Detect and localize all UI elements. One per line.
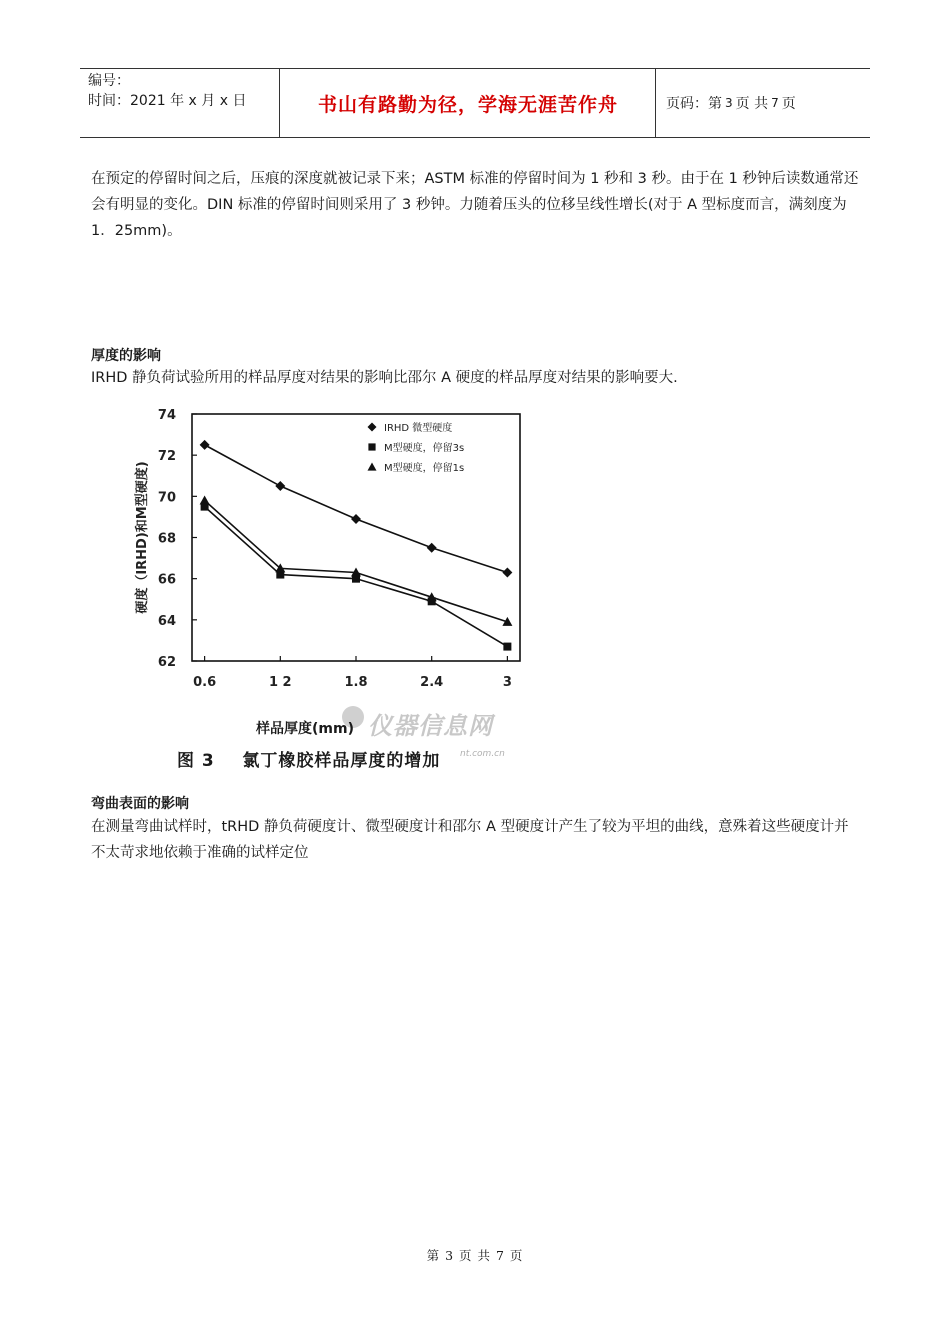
data-point-s1-1 xyxy=(200,440,210,450)
section-text-curved: 在测量弯曲试样时，tRHD 静负荷硬度计、微型硬度计和邵尔 A 型硬度计产生了较为平坦的曲线，意殊着这些硬度计并不太苛求地依赖于准确的试样定位 xyxy=(91,819,849,861)
legend-label-3: M型硬度，停留1s xyxy=(384,463,465,474)
footer-page-number: 3 xyxy=(445,1248,455,1263)
x-tick-label: 1.8 xyxy=(344,675,368,690)
header-meta xyxy=(80,69,280,137)
document-date: 时间：2021 年 x 月 x 日 xyxy=(88,93,247,109)
section-heading-thickness: 厚度的影响 xyxy=(91,348,161,364)
x-tick-label: 3 xyxy=(502,675,512,690)
section-heading-curved: 弯曲表面的影响 xyxy=(91,796,189,812)
footer-mid: 页 共 xyxy=(459,1248,491,1263)
intro-paragraph: 在预定的停留时间之后，压痕的深度就被记录下来；ASTM 标准的停留时间为 1 秒和 3 秒。由于在 1 秒钟后读数通常还会有明显的变化。DIN 标准的停留时间则采用了 3 秒钟。力随着压头的位移呈线性增长(对于 A 型标度而言，满刻度为 1．25mm)。 xyxy=(91,171,859,239)
y-axis-label: 硬度（IRHD)和M型硬度) xyxy=(135,461,150,614)
y-tick-label: 74 xyxy=(157,408,176,423)
hardness-thickness-chart xyxy=(120,400,540,730)
watermark-sub: nt.com.cn xyxy=(460,749,505,759)
y-tick-label: 66 xyxy=(157,572,176,588)
x-tick-label: 2.4 xyxy=(420,675,444,690)
data-point-s1-2 xyxy=(275,481,285,491)
legend-label-2: M型硬度，停留3s xyxy=(384,443,465,454)
watermark: 仪器信息网 xyxy=(368,712,493,740)
data-point-s1-5 xyxy=(502,567,512,577)
page-total: 7 xyxy=(771,96,779,110)
footer-page-total: 7 xyxy=(495,1248,505,1263)
page-footer xyxy=(0,1246,950,1264)
x-tick-label: 1 2 xyxy=(268,675,292,690)
data-point-s2-5 xyxy=(503,643,511,651)
footer-prefix: 第 xyxy=(426,1248,441,1263)
header-motto: 书山有路勤为径，学海无涯苦作舟 xyxy=(281,69,656,137)
y-tick-label: 68 xyxy=(157,531,176,547)
page-header xyxy=(80,68,870,138)
footer-suffix: 页 xyxy=(509,1248,524,1263)
figure-3 xyxy=(120,400,540,780)
legend-marker-1 xyxy=(368,423,377,432)
page-suffix: 页 xyxy=(781,96,796,112)
y-tick-label: 72 xyxy=(157,449,176,465)
legend-marker-2 xyxy=(368,443,375,450)
data-point-s1-4 xyxy=(427,543,437,553)
data-point-s3-1 xyxy=(200,495,210,504)
header-page-info xyxy=(656,69,870,137)
y-tick-label: 70 xyxy=(157,490,176,506)
y-tick-label: 64 xyxy=(157,613,176,629)
legend-label-1: IRHD 微型硬度 xyxy=(384,423,453,434)
document-number: 编号： xyxy=(88,73,130,89)
legend-marker-3 xyxy=(368,463,377,471)
page-mid: 页 共 xyxy=(735,96,769,112)
page-number: 3 xyxy=(725,96,733,110)
section-text-thickness: IRHD 静负荷试验所用的样品厚度对结果的影响比邵尔 A 硬度的样品厚度对结果的影响要大. xyxy=(91,370,678,386)
figure-caption: 图 3 氯丁橡胶样品厚度的增加 xyxy=(177,751,441,771)
data-point-s1-3 xyxy=(351,514,361,524)
x-tick-label: 0.6 xyxy=(193,675,217,690)
figure-x-axis-label: 样品厚度(mm) xyxy=(256,721,354,737)
page-prefix: 页码：第 xyxy=(666,96,722,112)
y-tick-label: 62 xyxy=(157,655,176,670)
